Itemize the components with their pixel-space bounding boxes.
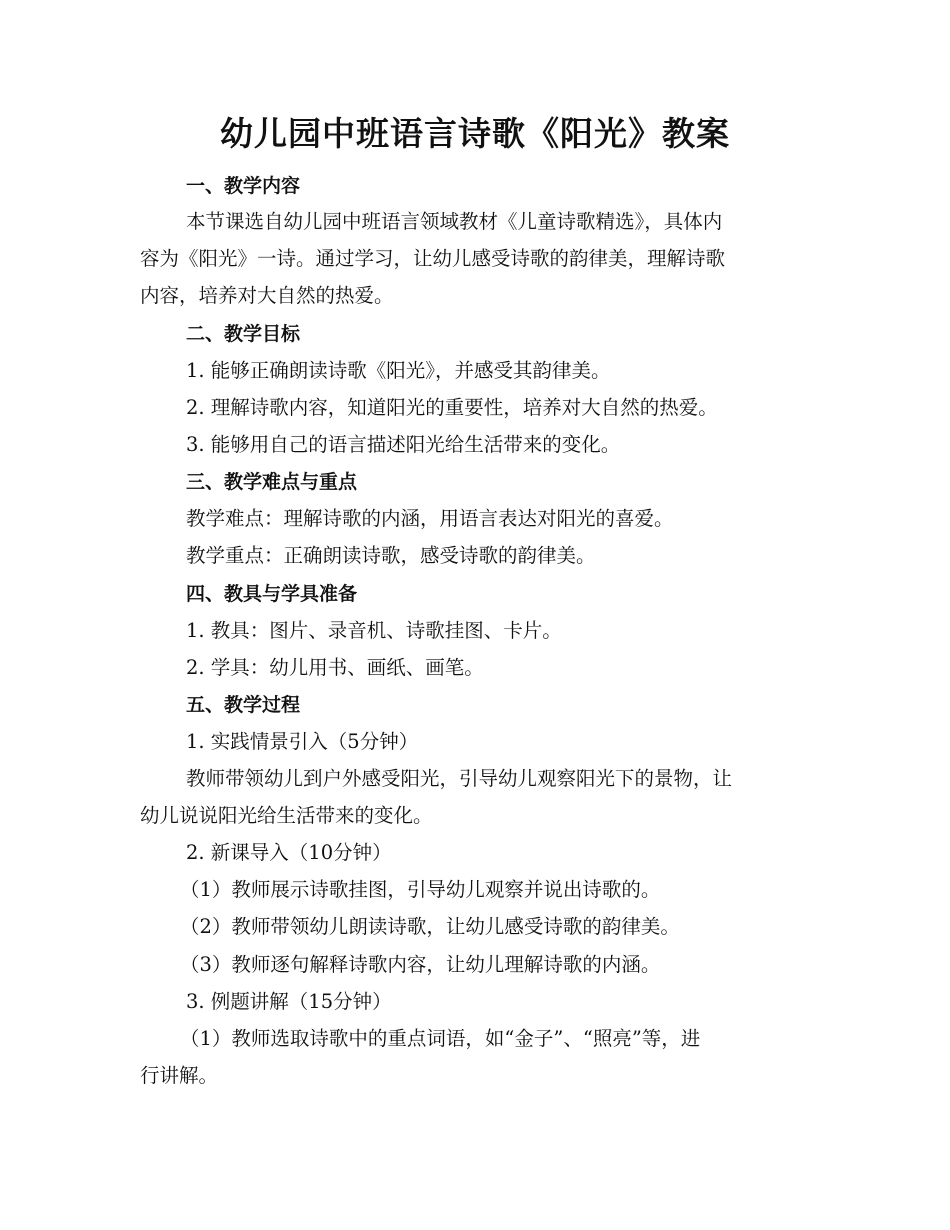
section-heading-process: 五、教学过程 xyxy=(186,694,301,716)
list-item: 1. 能够正确朗读诗歌《阳光》，并感受其韵律美。 xyxy=(186,359,611,382)
list-item: （3）教师逐句解释诗歌内容，让幼儿理解诗歌的内涵。 xyxy=(180,953,661,976)
list-item: 3. 例题讲解（15分钟） xyxy=(186,990,392,1013)
paragraph-line: 本节课选自幼儿园中班语言领域教材《儿童诗歌精选》，具体内 xyxy=(186,210,723,233)
section-heading-content: 一、教学内容 xyxy=(186,175,301,197)
section-heading-materials: 四、教具与学具准备 xyxy=(186,583,358,605)
list-item: 2. 新课导入（10分钟） xyxy=(186,841,392,864)
section-heading-difficulty: 三、教学难点与重点 xyxy=(186,471,358,493)
paragraph-line: 容为《阳光》一诗。通过学习，让幼儿感受诗歌的韵律美，理解诗歌 xyxy=(140,247,726,270)
paragraph-line: 幼儿说说阳光给生活带来的变化。 xyxy=(140,804,433,827)
paragraph-line: 行讲解。 xyxy=(140,1064,219,1087)
document-title: 幼儿园中班语言诗歌《阳光》教案 xyxy=(220,114,730,153)
list-item: （2）教师带领幼儿朗读诗歌，让幼儿感受诗歌的韵律美。 xyxy=(180,915,680,938)
list-item: （1）教师展示诗歌挂图，引导幼儿观察并说出诗歌的。 xyxy=(180,878,661,901)
paragraph-line: 教师带领幼儿到户外感受阳光，引导幼儿观察阳光下的景物，让 xyxy=(186,767,733,790)
paragraph-line: 内容，培养对大自然的热爱。 xyxy=(140,284,394,307)
list-item: 3. 能够用自己的语言描述阳光给生活带来的变化。 xyxy=(186,433,621,456)
list-item: 1. 教具：图片、录音机、诗歌挂图、卡片。 xyxy=(186,619,562,642)
section-heading-goals: 二、教学目标 xyxy=(186,323,301,345)
list-item: 1. 实践情景引入（5分钟） xyxy=(186,730,419,753)
paragraph-line: 教学难点：理解诗歌的内涵，用语言表达对阳光的喜爱。 xyxy=(186,507,674,530)
paragraph-line: 教学重点：正确朗读诗歌，感受诗歌的韵律美。 xyxy=(186,544,596,567)
list-item: （1）教师选取诗歌中的重点词语，如“金子”、“照亮”等，进 xyxy=(180,1027,701,1050)
list-item: 2. 学具：幼儿用书、画纸、画笔。 xyxy=(186,656,484,679)
list-item: 2. 理解诗歌内容，知道阳光的重要性，培养对大自然的热爱。 xyxy=(186,396,718,419)
